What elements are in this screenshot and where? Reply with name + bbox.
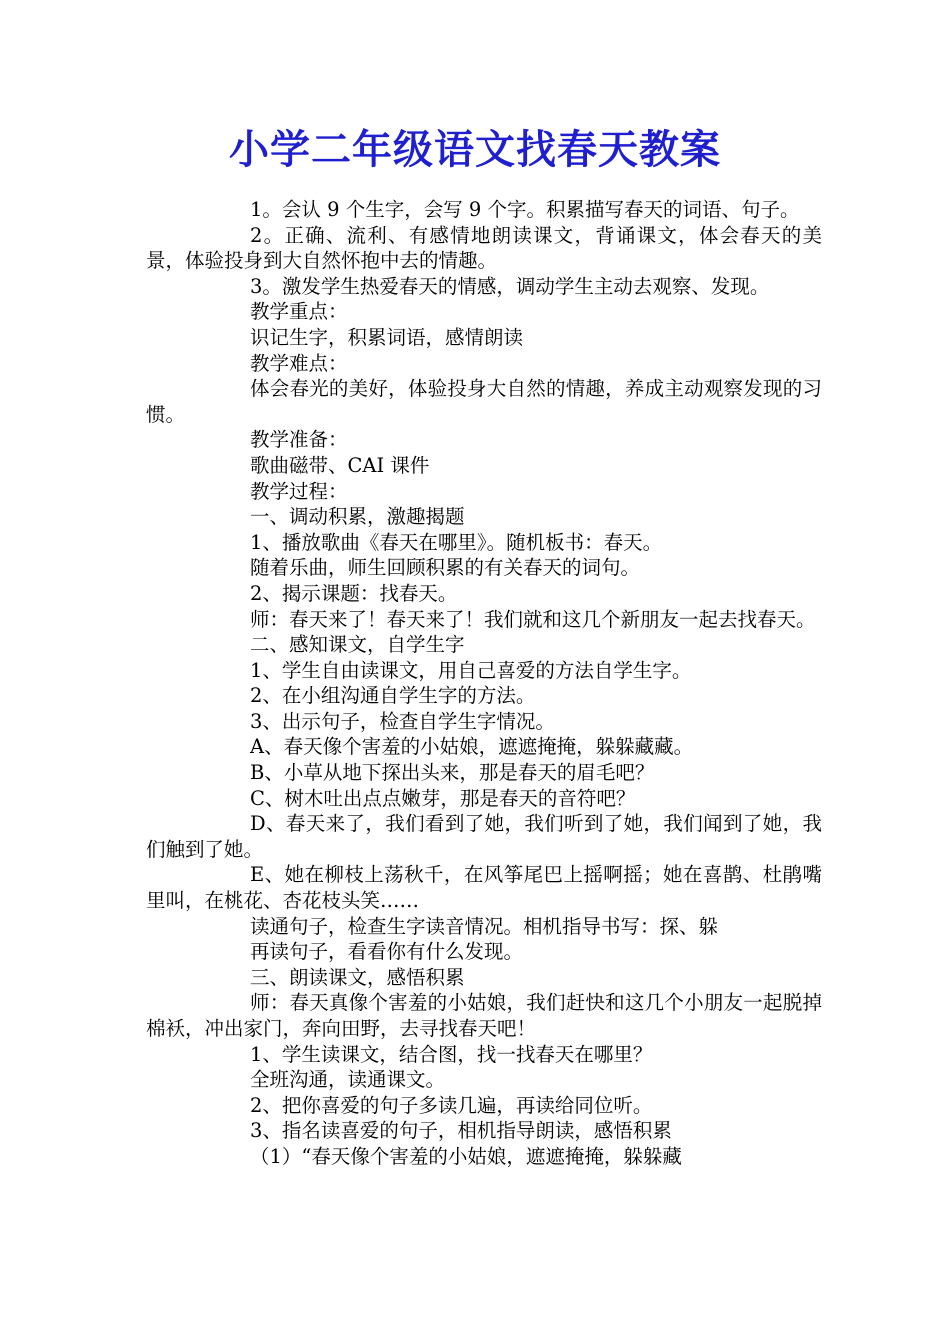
paragraph: 2、把你喜爱的句子多读几遍，再读给同位听。	[250, 1093, 653, 1117]
paragraph: 读通句子，检查生字读音情况。相机指导书写：探、躲	[250, 914, 719, 938]
sentence-a: A、春天像个害羞的小姑娘，遮遮掩掩，躲躲藏藏。	[250, 735, 694, 759]
sentence-c: C、树木吐出点点嫩芽，那是春天的音符吧？	[250, 786, 636, 810]
preparation-heading: 教学准备：	[250, 428, 348, 452]
objective-1: 1。会认 9 个生字，会写 9 个字。积累描写春天的词语、句子。	[250, 198, 800, 221]
section-2-heading: 二、感知课文，自学生字	[250, 633, 465, 657]
paragraph: 全班沟通，读通课文。	[250, 1068, 446, 1092]
paragraph: 1、学生读课文，结合图，找一找春天在哪里？	[250, 1042, 653, 1066]
sentence-d: D、春天来了，我们看到了她，我们听到了她，我们闻到了她，我们触到了她。	[146, 812, 822, 861]
paragraph: 再读句子，看看你有什么发现。	[250, 940, 524, 964]
document-title: 小学二年级语文找春天教案	[229, 127, 721, 173]
paragraph: 2、在小组沟通自学生字的方法。	[250, 684, 536, 708]
paragraph: 随着乐曲，师生回顾积累的有关春天的词句。	[250, 556, 641, 580]
process-heading: 教学过程：	[250, 479, 348, 503]
difficulties-heading: 教学难点：	[250, 351, 348, 375]
document-body	[146, 197, 822, 1170]
difficulties-text: 体会春光的美好，体验投身大自然的情趣，养成主动观察发现的习惯。	[146, 377, 822, 426]
section-1-heading: 一、调动积累，激趣揭题	[250, 505, 465, 529]
section-3-heading: 三、朗读课文，感悟积累	[250, 965, 465, 989]
key-points-heading: 教学重点：	[250, 300, 348, 324]
paragraph: 师：春天来了！春天来了！我们就和这几个新朋友一起去找春天。	[250, 607, 816, 631]
preparation-text: 歌曲磁带、CAI 课件	[250, 453, 430, 477]
sentence-b: B、小草从地下探出头来，那是春天的眉毛吧？	[250, 761, 655, 785]
key-points-text: 识记生字，积累词语，感情朗读	[250, 325, 524, 349]
paragraph: 师：春天真像个害羞的小姑娘，我们赶快和这几个小朋友一起脱掉棉袄，冲出家门，奔向田野，去寻找春天吧！	[146, 991, 822, 1040]
paragraph: 3、指名读喜爱的句子，相机指导朗读，感悟积累	[250, 1119, 672, 1143]
objective-3: 3。激发学生热爱春天的情感，调动学生主动去观察、发现。	[250, 274, 770, 298]
paragraph: 3、出示句子，检查自学生字情况。	[250, 709, 555, 733]
paragraph: 1、播放歌曲《春天在哪里》。随机板书：春天。	[250, 530, 663, 554]
paragraph: 2、揭示课题：找春天。	[250, 581, 458, 605]
sentence-e: E、她在柳枝上荡秋千，在风筝尾巴上摇啊摇；她在喜鹊、杜鹃嘴里叫，在桃花、杏花枝头笑……	[146, 863, 822, 913]
paragraph: 1、学生自由读课文，用自己喜爱的方法自学生字。	[250, 658, 692, 682]
objective-2: 2。正确、流利、有感情地朗读课文，背诵课文，体会春天的美景，体验投身到大自然怀抱中去的情趣。	[146, 223, 822, 273]
paragraph: （1）“春天像个害羞的小姑娘，遮遮掩掩，躲躲藏	[250, 1144, 682, 1168]
